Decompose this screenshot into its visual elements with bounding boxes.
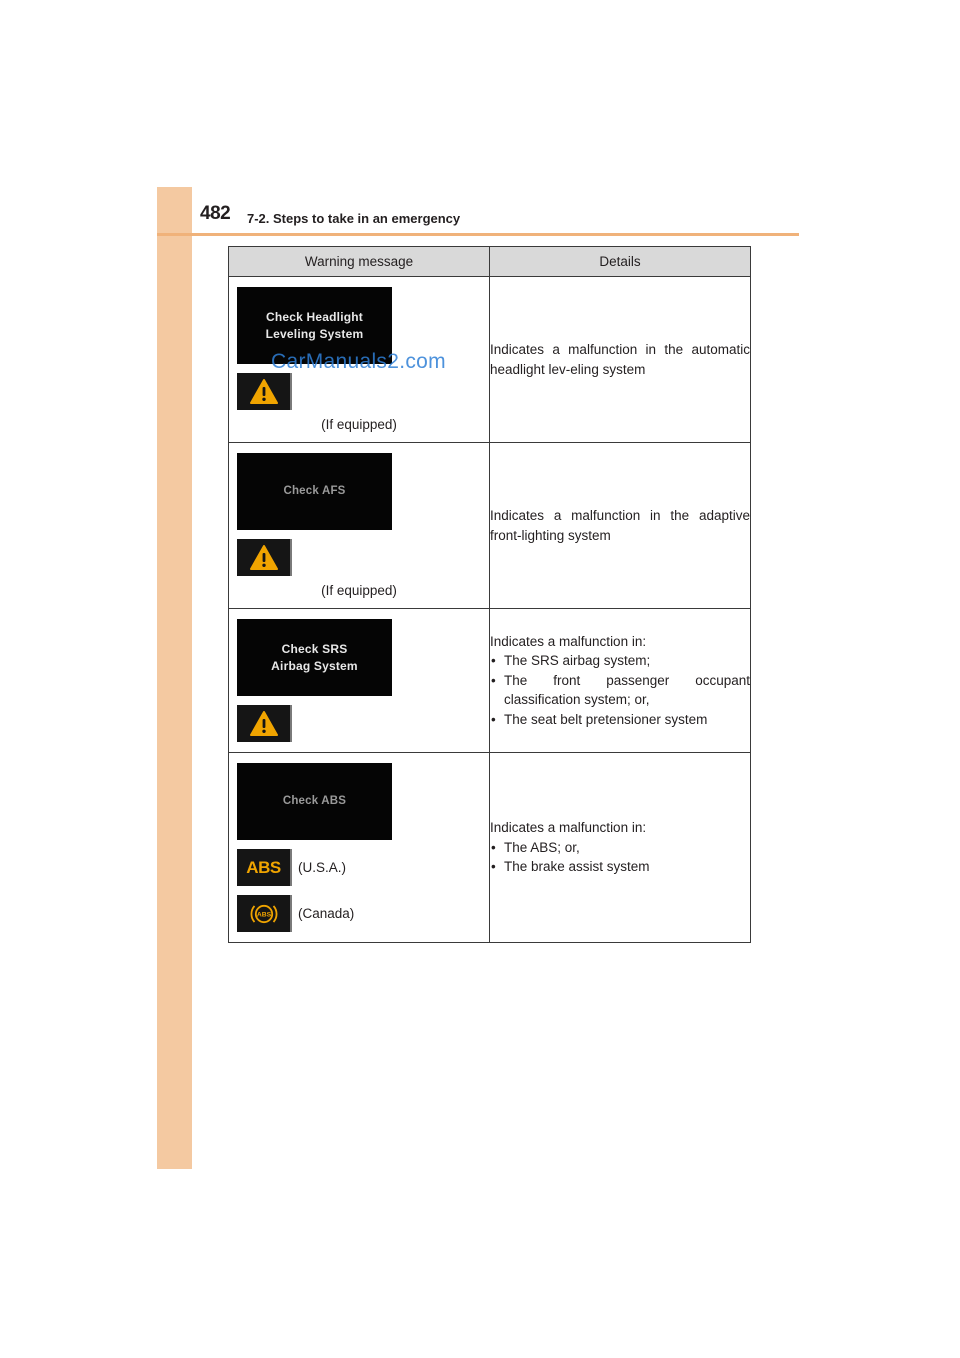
column-header-details: Details [490, 247, 751, 277]
display-screen: Check Headlight Leveling System [237, 287, 392, 364]
details-cell [490, 753, 751, 943]
warning-triangle-icon [237, 539, 292, 576]
details-bullet-list [490, 838, 750, 877]
equipment-note: (If equipped) [321, 583, 397, 598]
table-row [229, 443, 751, 609]
section-title: 7-2. Steps to take in an emergency [247, 211, 461, 226]
details-intro: Indicates a malfunction in: [490, 820, 647, 836]
abs-circle-icon [237, 895, 292, 932]
side-tab-strip [157, 187, 192, 1169]
display-screen: Check AFS [237, 453, 392, 530]
region-label: (U.S.A.) [298, 860, 347, 875]
region-label: (Canada) [298, 906, 355, 921]
details-intro: Indicates a malfunction in: [490, 633, 647, 649]
equipment-note: (If equipped) [321, 417, 397, 432]
details-cell [490, 609, 751, 753]
list-item: • The front passenger occupant classification system; or, [490, 671, 750, 710]
header-rule [157, 233, 799, 236]
abs-text-icon [237, 849, 292, 886]
table-row [229, 609, 751, 753]
list-item: • The brake assist system [490, 857, 750, 877]
display-screen: Check SRS Airbag System [237, 619, 392, 696]
list-item: • The ABS; or, [490, 838, 750, 858]
list-item: • The SRS airbag system; [490, 651, 750, 671]
warning-triangle-icon [237, 373, 292, 410]
warning-triangle-icon [237, 705, 292, 742]
abs-circle-icon-text: ABS [256, 911, 271, 919]
details-bullet-list [490, 651, 750, 729]
details-cell: Indicates a malfunction in the automatic headlight lev-eling system [490, 277, 751, 443]
display-screen: Check ABS [237, 763, 392, 840]
list-item: • The seat belt pretensioner system [490, 710, 750, 730]
warning-message-cell [229, 443, 490, 609]
warning-message-cell [229, 609, 490, 753]
column-header-warning-message: Warning message [229, 247, 490, 277]
page-number: 482 [200, 203, 231, 224]
details-cell: Indicates a malfunction in the adaptive front-lighting system [490, 443, 751, 609]
warning-message-cell [229, 753, 490, 943]
abs-icon-text: ABS [246, 857, 281, 877]
table-row [229, 753, 751, 943]
watermark-text: CarManuals2.com [271, 350, 446, 373]
